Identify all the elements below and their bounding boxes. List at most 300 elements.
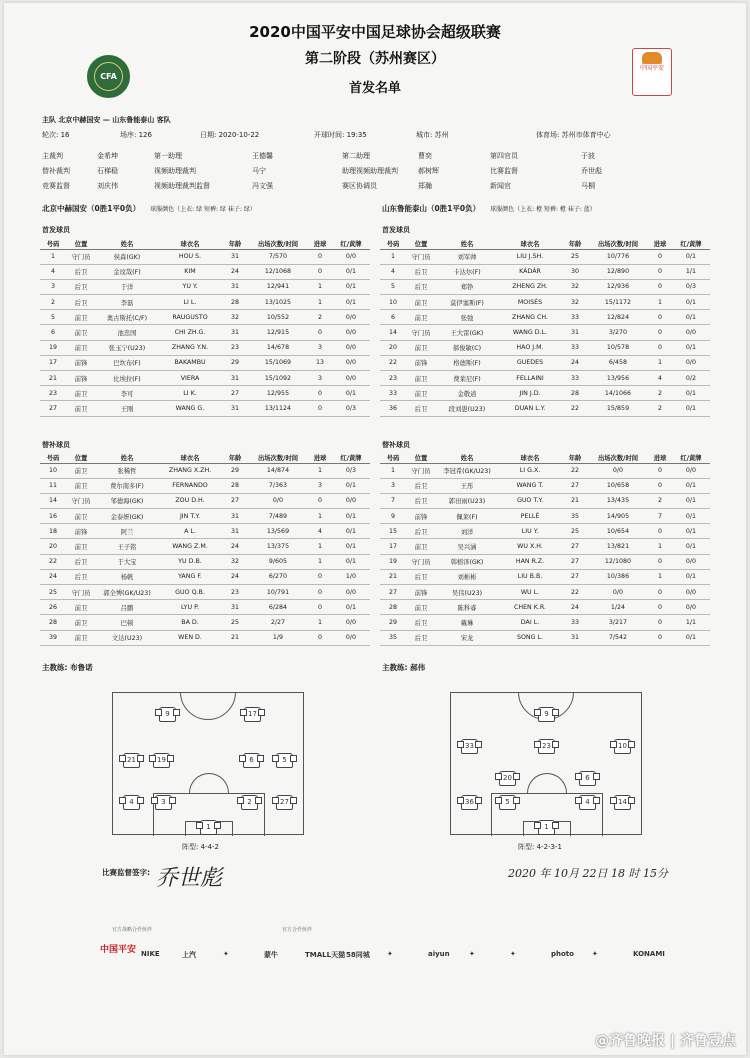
table-cell: FELLAINI — [498, 371, 562, 386]
table-row — [40, 539, 370, 554]
table-cell: 19 — [40, 340, 66, 355]
table-cell: 后卫 — [66, 569, 96, 584]
table-cell: VIERA — [158, 371, 222, 386]
table-cell: CHEN K.R. — [498, 600, 562, 615]
table-cell: WANG D.L. — [498, 325, 562, 340]
table-cell: 0/1 — [672, 524, 710, 539]
table-cell: 27 — [562, 554, 588, 569]
table-row — [40, 615, 370, 630]
sponsor-caption-left: 官方战略合作伙伴 — [112, 927, 153, 933]
table-cell: 5 — [380, 279, 406, 294]
away-player-14: 14 — [614, 795, 631, 810]
table-cell: 0/1 — [672, 478, 710, 493]
table-cell: 1 — [308, 509, 332, 524]
table-cell: 后卫 — [66, 554, 96, 569]
table-cell: 15/859 — [588, 401, 648, 416]
table-cell: 4 — [40, 264, 66, 279]
table-cell: 7/570 — [248, 249, 308, 264]
table-cell: 池忠国 — [96, 325, 158, 340]
table-cell: 守门员 — [66, 249, 96, 264]
table-cell: 戴琳 — [436, 615, 498, 630]
column-header: 红/黄牌 — [332, 452, 370, 463]
table-cell: 26 — [40, 600, 66, 615]
table-cell: 20 — [40, 539, 66, 554]
column-header: 号码 — [40, 452, 66, 463]
table-cell: 6 — [40, 325, 66, 340]
table-cell: GUO Q.B. — [158, 585, 222, 600]
table-cell: 13/375 — [248, 539, 308, 554]
table-cell: 0/0 — [332, 615, 370, 630]
table-cell: 郑铮 — [436, 279, 498, 294]
table-cell: 0/1 — [672, 509, 710, 524]
table-row — [40, 585, 370, 600]
table-cell: 2/27 — [248, 615, 308, 630]
table-cell: 3 — [308, 478, 332, 493]
table-cell: 前卫 — [66, 630, 96, 645]
table-cell: 19 — [380, 554, 406, 569]
column-header: 位置 — [406, 238, 436, 249]
home-player-21: 21 — [123, 753, 140, 768]
table-cell: 4 — [648, 371, 672, 386]
away-player-36: 36 — [461, 795, 478, 810]
table-cell: 10 — [40, 463, 66, 478]
table-row — [40, 264, 370, 279]
table-cell: 3 — [308, 371, 332, 386]
table-cell: 0 — [308, 249, 332, 264]
table-cell: YU Y. — [158, 279, 222, 294]
table-cell: LYU P. — [158, 600, 222, 615]
table-cell: 33 — [380, 386, 406, 401]
table-cell: 王刚 — [96, 401, 158, 416]
table-cell: 27 — [222, 493, 248, 508]
table-cell: 1 — [380, 249, 406, 264]
table-cell: LI L. — [158, 295, 222, 310]
away-player-23: 23 — [538, 739, 555, 754]
table-cell: 刘洋 — [436, 524, 498, 539]
column-header: 位置 — [66, 238, 96, 249]
table-cell: GUO T.Y. — [498, 493, 562, 508]
table-cell: 文达(U23) — [96, 630, 158, 645]
official-2-6: 新闻官 — [490, 182, 511, 190]
table-cell: 于洋 — [96, 279, 158, 294]
home-formation-pitch — [112, 692, 304, 835]
table-cell: 0 — [308, 600, 332, 615]
table-cell: 前卫 — [66, 615, 96, 630]
table-cell: 13/569 — [248, 524, 308, 539]
column-header: 年龄 — [562, 238, 588, 249]
table-cell: 前锋 — [406, 585, 436, 600]
table-cell: 32 — [222, 554, 248, 569]
table-cell: 12/955 — [248, 386, 308, 401]
official-1-7: 乔世彪 — [581, 167, 602, 175]
table-cell: 32 — [562, 279, 588, 294]
table-cell: 32 — [562, 295, 588, 310]
column-header: 年龄 — [222, 238, 248, 249]
table-cell: 28 — [222, 478, 248, 493]
table-cell: 35 — [380, 630, 406, 645]
table-cell: 32 — [222, 310, 248, 325]
table-cell: 25 — [222, 615, 248, 630]
table-cell: 0/0 — [672, 355, 710, 370]
table-cell: 1 — [648, 295, 672, 310]
table-row — [380, 585, 710, 600]
home-team-name: 北京中赫国安（0胜1平0负） 球服颜色（上衣: 绿 短裤: 绿 袜子: 绿） — [42, 204, 256, 213]
table-cell: 31 — [222, 600, 248, 615]
sponsor-logo: aiyun — [428, 950, 450, 958]
table-cell: 0 — [648, 264, 672, 279]
table-cell: 23 — [222, 585, 248, 600]
table-cell: 0/0 — [672, 585, 710, 600]
table-cell: 7/363 — [248, 478, 308, 493]
table-cell: 7/542 — [588, 630, 648, 645]
table-row — [380, 295, 710, 310]
official-1-5: 郝树辉 — [418, 167, 439, 175]
table-cell: 17 — [40, 355, 66, 370]
table-cell: 24 — [562, 600, 588, 615]
table-cell: 费尔南多(F) — [96, 478, 158, 493]
table-cell: 0/1 — [672, 539, 710, 554]
table-cell: DUAN L.Y. — [498, 401, 562, 416]
table-cell: LI K. — [158, 386, 222, 401]
table-cell: 0/1 — [332, 478, 370, 493]
supervisor-signature: 乔世彪 — [156, 866, 223, 891]
table-cell: 0 — [648, 585, 672, 600]
table-cell: 22 — [562, 401, 588, 416]
table-cell: 3 — [308, 340, 332, 355]
table-cell: 0 — [648, 310, 672, 325]
city: 城市: 苏州 — [416, 131, 449, 139]
table-cell: 费莱尼(F) — [436, 371, 498, 386]
table-row — [40, 249, 370, 264]
table-cell: 0 — [308, 386, 332, 401]
column-header: 红/黄牌 — [672, 452, 710, 463]
table-cell: 7 — [380, 493, 406, 508]
table-cell: 0/0 — [588, 463, 648, 478]
table-cell: ZHANG Y.N. — [158, 340, 222, 355]
table-cell: 0/2 — [672, 371, 710, 386]
table-cell: 0/0 — [332, 325, 370, 340]
table-cell: 0 — [308, 569, 332, 584]
table-cell: 0/0 — [248, 493, 308, 508]
table-cell: 0/0 — [672, 325, 710, 340]
table-row — [380, 493, 710, 508]
table-cell: 10 — [380, 295, 406, 310]
table-cell: 0/1 — [672, 569, 710, 584]
table-cell: 0/1 — [672, 493, 710, 508]
table-cell: 15/1069 — [248, 355, 308, 370]
table-cell: 0/1 — [672, 249, 710, 264]
table-cell: 后卫 — [406, 493, 436, 508]
home-player-27: 27 — [276, 795, 293, 810]
home-starters-table — [40, 238, 370, 417]
official-1-4: 助理视频助理裁判 — [342, 167, 398, 175]
table-cell: WANG G. — [158, 401, 222, 416]
table-cell: 29 — [222, 355, 248, 370]
table-cell: WEN D. — [158, 630, 222, 645]
table-cell: 0/0 — [672, 463, 710, 478]
table-cell: 1 — [308, 279, 332, 294]
table-cell: 李可 — [96, 386, 158, 401]
table-cell: 27 — [562, 539, 588, 554]
table-cell: 1 — [648, 569, 672, 584]
table-cell: 12/1080 — [588, 554, 648, 569]
table-row — [380, 279, 710, 294]
table-cell: 27 — [380, 585, 406, 600]
official-0-0: 主裁判 — [42, 152, 63, 160]
table-cell: 16 — [40, 509, 66, 524]
table-cell: 1 — [308, 554, 332, 569]
table-cell: 奥古斯托(C/F) — [96, 310, 158, 325]
table-cell: 前卫 — [66, 539, 96, 554]
table-cell: 前卫 — [66, 310, 96, 325]
table-cell: 巴坎布(F) — [96, 355, 158, 370]
table-cell: 25 — [562, 524, 588, 539]
sponsor-logo: NIKE — [141, 950, 160, 958]
table-cell: 13/1124 — [248, 401, 308, 416]
home-player-5: 5 — [276, 753, 293, 768]
table-row — [380, 463, 710, 478]
table-cell: 33 — [562, 371, 588, 386]
supervisor-signature-label: 比赛监督签字: — [102, 868, 150, 877]
table-cell: 0/0 — [332, 340, 370, 355]
table-cell: 0 — [648, 554, 672, 569]
table-cell: 10/578 — [588, 340, 648, 355]
table-cell: 前卫 — [406, 371, 436, 386]
table-cell: 1 — [308, 539, 332, 554]
table-cell: 后卫 — [406, 569, 436, 584]
table-row — [40, 554, 370, 569]
table-cell: 前卫 — [66, 509, 96, 524]
table-cell: 李磊 — [96, 295, 158, 310]
table-cell: JIN T.Y. — [158, 509, 222, 524]
column-header: 出场次数/时间 — [588, 452, 648, 463]
home-player-17: 17 — [244, 707, 261, 722]
table-cell: 22 — [562, 463, 588, 478]
table-cell: 0/1 — [672, 340, 710, 355]
table-cell: 24 — [222, 264, 248, 279]
table-cell: LIU J.SH. — [498, 249, 562, 264]
table-cell: 后卫 — [406, 279, 436, 294]
table-cell: 14/905 — [588, 509, 648, 524]
away-player-10: 10 — [614, 739, 631, 754]
official-0-2: 第一助理 — [154, 152, 182, 160]
table-cell: 24 — [562, 355, 588, 370]
table-cell: 守门员 — [406, 325, 436, 340]
table-cell: 12/824 — [588, 310, 648, 325]
column-header: 号码 — [40, 238, 66, 249]
table-cell: 3/217 — [588, 615, 648, 630]
table-cell: 2 — [648, 493, 672, 508]
away-formation: 阵型: 4-2-3-1 — [518, 843, 562, 851]
table-cell: 20 — [380, 340, 406, 355]
home-away: 主队 北京中赫国安 — 山东鲁能泰山 客队 — [42, 116, 171, 124]
table-cell: 13 — [308, 355, 332, 370]
sponsor-logo: 中国平安 — [100, 945, 137, 955]
table-cell: YANG F. — [158, 569, 222, 584]
sponsor-logo: 蒙牛 — [264, 951, 278, 959]
official-1-6: 比赛监督 — [490, 167, 518, 175]
table-cell: 6 — [380, 310, 406, 325]
table-cell: HAO J.M. — [498, 340, 562, 355]
table-cell: 14 — [380, 325, 406, 340]
official-1-2: 视频助理裁判 — [154, 167, 196, 175]
table-cell: 6/284 — [248, 600, 308, 615]
home-player-2: 2 — [241, 795, 258, 810]
table-cell: 0/1 — [672, 310, 710, 325]
table-cell: 12/890 — [588, 264, 648, 279]
table-cell: 18 — [40, 524, 66, 539]
table-cell: GUEDES — [498, 355, 562, 370]
table-row — [380, 615, 710, 630]
table-cell: KÁDÁR — [498, 264, 562, 279]
table-cell: 31 — [222, 279, 248, 294]
table-row — [40, 310, 370, 325]
table-cell: 21 — [222, 630, 248, 645]
table-cell: 3 — [40, 279, 66, 294]
table-cell: 吴伟(U23) — [436, 585, 498, 600]
table-cell: 27 — [40, 401, 66, 416]
table-cell: 1 — [308, 295, 332, 310]
table-cell: 10/658 — [588, 478, 648, 493]
away-player-5: 5 — [499, 795, 516, 810]
table-row — [40, 630, 370, 645]
table-row — [380, 264, 710, 279]
table-cell: 17 — [380, 539, 406, 554]
column-header: 红/黄牌 — [332, 238, 370, 249]
table-cell: 35 — [562, 509, 588, 524]
table-cell: 0/1 — [332, 264, 370, 279]
table-cell: 1 — [308, 615, 332, 630]
table-cell: 10/386 — [588, 569, 648, 584]
table-cell: 29 — [380, 615, 406, 630]
table-cell: 后卫 — [406, 615, 436, 630]
table-cell: 0 — [648, 325, 672, 340]
title-line3: 首发名单 — [348, 81, 401, 96]
table-cell: 12/936 — [588, 279, 648, 294]
table-cell: 4 — [308, 524, 332, 539]
table-cell: 4 — [380, 264, 406, 279]
table-cell: 前卫 — [66, 340, 96, 355]
home-player-9: 9 — [159, 707, 176, 722]
column-header: 姓名 — [436, 238, 498, 249]
official-0-7: 于波 — [581, 152, 595, 160]
table-row — [380, 325, 710, 340]
home-player-4: 4 — [123, 795, 140, 810]
table-row — [380, 600, 710, 615]
table-cell: 1 — [380, 463, 406, 478]
table-cell: 2 — [648, 401, 672, 416]
column-header: 球衣名 — [498, 238, 562, 249]
column-header: 年龄 — [562, 452, 588, 463]
table-cell: 0 — [648, 524, 672, 539]
column-header: 姓名 — [96, 452, 158, 463]
table-cell: 前卫 — [406, 386, 436, 401]
table-cell: ZHENG ZH. — [498, 279, 562, 294]
column-header: 年龄 — [222, 452, 248, 463]
table-cell: 王彤 — [436, 478, 498, 493]
table-cell: DAI L. — [498, 615, 562, 630]
table-cell: 9 — [380, 509, 406, 524]
table-cell: 0/3 — [332, 463, 370, 478]
sponsor-strip — [4, 926, 746, 996]
table-cell: 0 — [648, 249, 672, 264]
table-cell: 杨帆 — [96, 569, 158, 584]
table-cell: 12/915 — [248, 325, 308, 340]
table-cell: LIU B.B. — [498, 569, 562, 584]
table-cell: 前锋 — [406, 509, 436, 524]
table-cell: 13/435 — [588, 493, 648, 508]
table-cell: YU D.B. — [158, 554, 222, 569]
column-header: 进球 — [308, 238, 332, 249]
table-row — [380, 524, 710, 539]
table-cell: 7/489 — [248, 509, 308, 524]
table-cell: 29 — [222, 463, 248, 478]
away-subs-title: 替补球员 — [382, 441, 410, 449]
table-row — [40, 340, 370, 355]
table-cell: 0 — [308, 325, 332, 340]
table-cell: 守门员 — [66, 585, 96, 600]
table-cell: 33 — [562, 340, 588, 355]
table-cell: 0/3 — [672, 279, 710, 294]
table-cell: 3 — [380, 478, 406, 493]
table-cell: 0 — [648, 615, 672, 630]
table-cell: ZOU D.H. — [158, 493, 222, 508]
table-cell: MOISÉS — [498, 295, 562, 310]
home-subs-table — [40, 452, 370, 646]
table-cell: 1 — [308, 463, 332, 478]
table-cell: A L. — [158, 524, 222, 539]
table-cell: 0/0 — [332, 355, 370, 370]
official-1-3: 马宁 — [252, 167, 266, 175]
home-player-3: 3 — [155, 795, 172, 810]
table-cell: 0/1 — [332, 600, 370, 615]
table-cell: 巴顿 — [96, 615, 158, 630]
column-header: 号码 — [380, 452, 406, 463]
kickoff: 开球时间: 19:35 — [314, 131, 367, 139]
table-row — [40, 600, 370, 615]
home-starters-title: 首发球员 — [42, 226, 70, 234]
table-cell: 14/874 — [248, 463, 308, 478]
table-cell: 0 — [648, 463, 672, 478]
table-cell: WANG Z.M. — [158, 539, 222, 554]
table-cell: 前卫 — [66, 478, 96, 493]
table-cell: 1/1 — [672, 615, 710, 630]
table-cell: 0/0 — [332, 310, 370, 325]
table-cell: 后卫 — [66, 264, 96, 279]
table-cell: 21 — [380, 569, 406, 584]
table-cell: 0/1 — [672, 401, 710, 416]
away-player-33: 33 — [461, 739, 478, 754]
table-cell: 0 — [648, 630, 672, 645]
table-cell: SONG L. — [498, 630, 562, 645]
table-row — [40, 493, 370, 508]
table-cell: 31 — [222, 524, 248, 539]
table-cell: 后卫 — [406, 630, 436, 645]
table-row — [380, 478, 710, 493]
table-row — [380, 554, 710, 569]
table-cell: 23 — [380, 371, 406, 386]
table-row — [40, 325, 370, 340]
match-sheet — [4, 3, 746, 1055]
column-header: 姓名 — [436, 452, 498, 463]
official-2-7: 马桐 — [581, 182, 595, 190]
title-line2: 第二阶段（苏州赛区） — [305, 51, 445, 67]
table-cell: 张玉宁(U23) — [96, 340, 158, 355]
table-cell: 1/9 — [248, 630, 308, 645]
official-0-4: 第二助理 — [342, 152, 370, 160]
stadium: 体育场: 苏州市体育中心 — [536, 131, 611, 139]
table-cell: 前卫 — [406, 539, 436, 554]
